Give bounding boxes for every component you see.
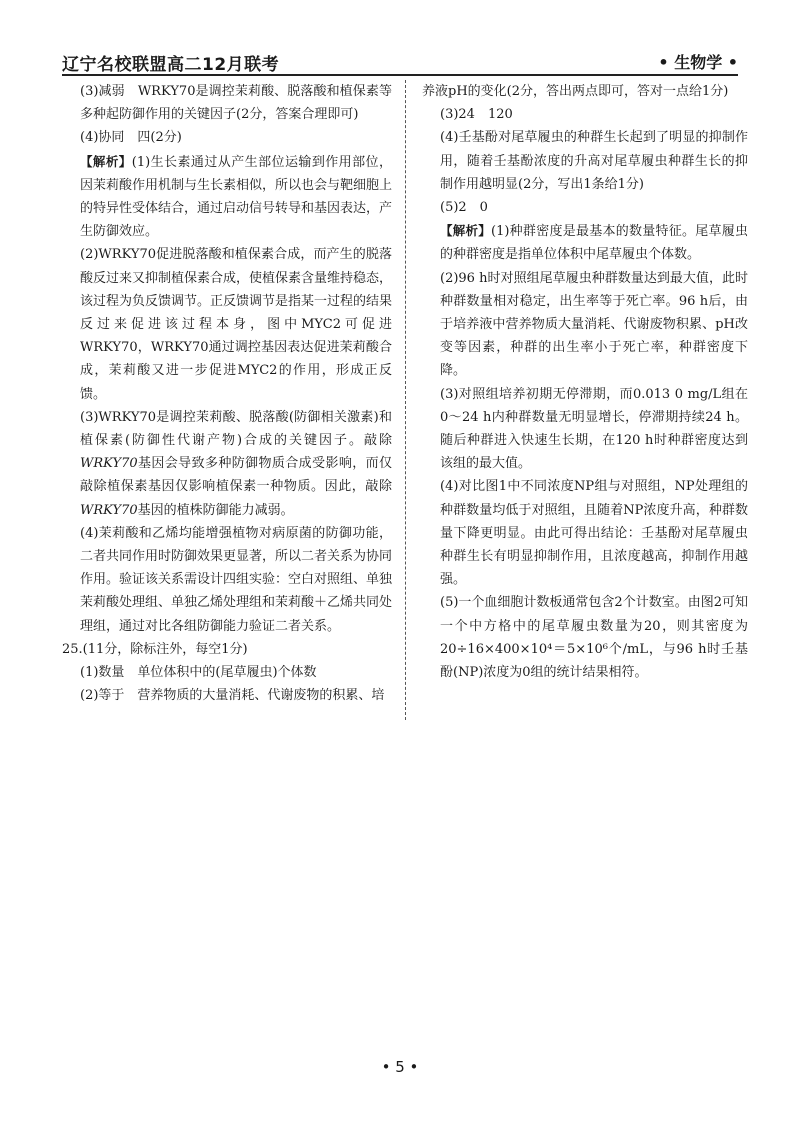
- gene-name: WRKY70: [80, 456, 138, 472]
- answer-24-3: (3)减弱 WRKY70是调控茉莉酸、脱落酸和植保素等多种起防御作用的关键因子(2分，答案合理即可): [80, 84, 392, 123]
- analysis-25-1-text: (1)种群密度是最基本的数量特征。尾草履虫的种群密度是指单位体积中尾草履虫个体数。: [440, 224, 748, 263]
- analysis-24-1: [62, 150, 392, 244]
- gene-name: WRKY70: [80, 502, 138, 518]
- analysis-25-4: (4)对比图1中不同浓度NP组与对照组，NP处理组的种群数量均低于对照组，且随着NP浓度升高，种群数量下降更明显。由此可得出结论：壬基酚对尾草履虫种群生长有明显抑制作用，且浓度越高，抑制作用越强。: [440, 479, 748, 588]
- analysis-25-3: (3)对照组培养初期无停滞期，而0.013 0 mg/L组在0～24 h内种群数量无明显增长，停滞期持续24 h。随后种群进入快速生长期，在120 h时种群密度达到该组的最大值。: [440, 386, 748, 472]
- exam-title: 辽宁名校联盟高二12月联考: [62, 55, 280, 75]
- analysis-24-4: (4)茉莉酸和乙烯均能增强植物对病原菌的防御功能，二者共同作用时防御效果更显著，所以二者关系为协同作用。验证该关系需设计四组实验：空白对照组、单独茉莉酸处理组、单独乙烯处理组和茉莉酸＋乙烯共同处理组，通过对比各组防御能力验证二者关系。: [80, 525, 393, 634]
- header-rule: [62, 74, 738, 76]
- question-25-heading: 25.(11分，除标注外，每空1分): [62, 641, 248, 657]
- answer-25-5: (5)2 0: [440, 200, 488, 216]
- page-header: [62, 42, 738, 76]
- left-column: [62, 80, 392, 707]
- analysis-24-3: [62, 406, 392, 522]
- answer-25-2-continued: 养液pH的变化(2分，答出两点即可，答对一点给1分): [422, 84, 729, 99]
- right-column: [422, 80, 748, 684]
- analysis-25-1: [422, 219, 748, 266]
- analysis-tag: 【解析】: [440, 223, 492, 239]
- answer-25-4: (4)壬基酚对尾草履虫的种群生长起到了明显的抑制作用，随着壬基酚浓度的升高对尾草履虫种群生长的抑制作用越明显(2分，写出1条给1分): [440, 130, 748, 192]
- analysis-tag: 【解析】: [80, 153, 132, 169]
- answer-25-3: (3)24 120: [440, 107, 513, 123]
- analysis-25-5: (5)一个血细胞计数板通常包含2个计数室。由图2可知一个中方格中的尾草履虫数量为20，则其密度为20÷16×400×10⁴＝5×10⁶个/mL，与96 h时壬基酚(NP)浓度为0组的统计结果相符。: [440, 595, 748, 681]
- analysis-24-2: (2)WRKY70促进脱落酸和植保素合成，而产生的脱落酸反过来又抑制植保素合成，使植保素含量维持稳态，该过程为负反馈调节。正反馈调节是指某一过程的结果反过来促进该过程本身，图中MYC2可促进WRKY70，WRKY70通过调控基因表达促进茉莉酸合成，茉莉酸又进一步促进MYC2的作用，形成正反馈。: [80, 247, 393, 402]
- page-number: • 5 •: [381, 1058, 419, 1076]
- analysis-24-3-part-a: (3)WRKY70是调控茉莉酸、脱落酸(防御相关激素)和植保素(防御性代谢产物)合成的关键因子。敲除: [80, 409, 392, 449]
- analysis-24-3-part-c: 基因的植株防御能力减弱。: [137, 502, 294, 518]
- answer-24-4: (4)协同 四(2分): [80, 130, 182, 146]
- answer-25-2: (2)等于 营养物质的大量消耗、代谢废物的积累、培: [80, 688, 385, 704]
- analysis-24-1-text: (1)生长素通过从产生部位运输到作用部位，因茉莉酸作用机制与生长素相似，所以也会与靶细胞上的特异性受体结合，通过启动信号转导和基因表达，产生防御效应。: [80, 154, 393, 240]
- analysis-25-2: (2)96 h时对照组尾草履虫种群数量达到最大值，此时种群数量相对稳定，出生率等于死亡率。96 h后，由于培养液中营养物质大量消耗、代谢废物积累、pH改变等因素，种群的出生率小于死亡率，种群密度下降。: [440, 270, 748, 379]
- answer-25-1: (1)数量 单位体积中的(尾草履虫)个体数: [80, 665, 317, 681]
- column-divider: [405, 80, 406, 720]
- subject-label: • 生物学 •: [658, 53, 738, 72]
- analysis-24-3-part-b: 基因会导致多种防御物质合成受影响，而仅敲除植保素基因仅影响植保素一种物质。因此，敲除: [80, 456, 392, 495]
